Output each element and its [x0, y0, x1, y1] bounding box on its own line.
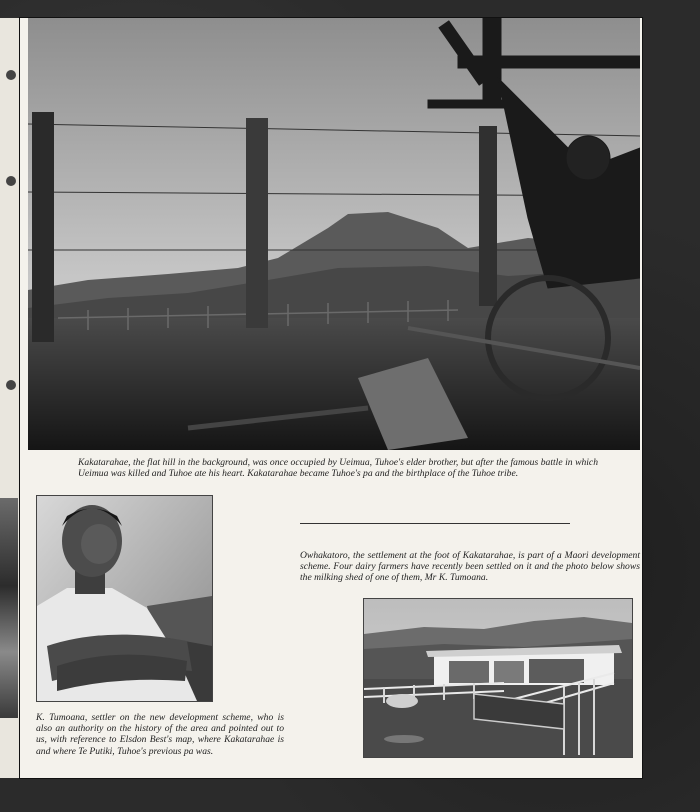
binding-hole	[6, 176, 16, 186]
main-photo-caption: Kakatarahae, the flat hill in the background, was once occupied by Ueimua, Tuhoe's elder brother, but after the famous battle in which Ueimua was killed and Tuhoe ate his heart. Kakatarahae became Tuhoe's pa and the birthplace of the Tuhoe tribe.	[78, 457, 598, 480]
facing-page-edge	[0, 18, 22, 778]
kakatarahae-landscape-photo	[28, 18, 640, 450]
binding-hole	[6, 70, 16, 80]
binding-hole	[6, 380, 16, 390]
milking-shed-photo	[363, 598, 633, 758]
portrait-caption: K. Tumoana, settler on the new development scheme, who is also an authority on the history of the area and pointed out to us, with reference to Elsdon Best's map, where Kakatarahae is and where Te Putiki, Tuhoe's previous pa was.	[36, 712, 284, 757]
facing-page-photo-fragment	[0, 498, 18, 718]
k-tumoana-portrait-photo	[36, 495, 213, 702]
divider-line	[300, 523, 570, 524]
settlement-caption: Owhakatoro, the settlement at the foot of Kakatarahae, is part of a Maori development scheme. Four dairy farmers have recently been settled on it and the photo below shows the milking shed of one of them, Mr K. Tumoana.	[300, 550, 640, 584]
